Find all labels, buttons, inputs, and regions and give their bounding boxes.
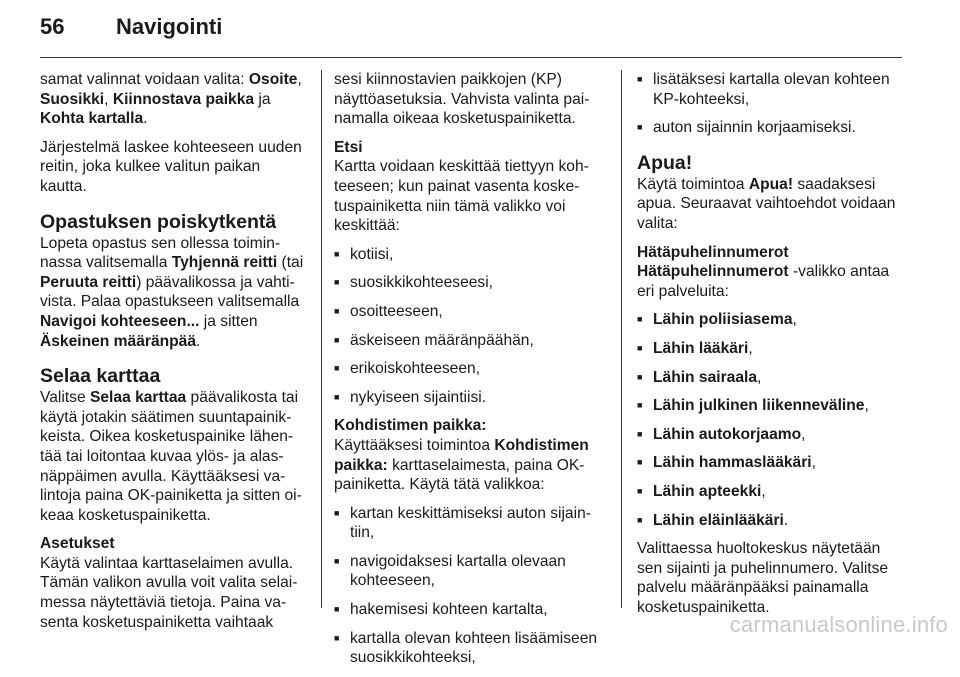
list-item: ■ hakemisesi kohteen kartalta,: [334, 600, 602, 620]
bullet-list: [637, 70, 909, 138]
section-heading: Opastuksen poiskytkentä: [40, 210, 277, 233]
list-item: ■ Lähin lääkäri,: [637, 339, 909, 359]
column-2: [334, 70, 602, 677]
paragraph: samat valinnat voidaan valita: Osoite, Suosikki, Kiinnostava paikka ja Kohta kartalla.: [40, 71, 302, 128]
list-item: ■ kotiisi,: [334, 245, 602, 265]
list-item: ■ äskeiseen määränpäähän,: [334, 331, 602, 351]
paragraph: Kartta voidaan keskittää tiettyyn kohteeseen; kun painat vasenta kosketuspainiketta niin tämä valikko voi keskittää:: [334, 158, 589, 235]
list-item: ■ kartan keskittämiseksi auton sijaintiin,: [334, 504, 602, 543]
subsection-heading: Asetukset: [40, 535, 115, 553]
paragraph: Valittaessa huoltokeskus näytetään sen sijainti ja puhelinnumero. Valitse palvelu määränpääksi painamalla kosketuspainiketta.: [637, 540, 889, 616]
page-number: 56: [40, 14, 65, 39]
bullet-list: [637, 310, 909, 530]
column-1: [40, 70, 308, 641]
list-item: ■ kartalla olevan kohteen lisäämiseen suosikkikohteeksi,: [334, 629, 602, 668]
watermark: carmanualsonline.info: [729, 612, 948, 637]
paragraph: sesi kiinnostavien paikkojen (KP) näyttöasetuksia. Vahvista valinta painamalla oikeaa kosketuspainiketta.: [334, 71, 590, 128]
page-header: [40, 14, 222, 54]
section-heading: Apua!: [637, 151, 693, 174]
paragraph: Hätäpuhelinnumerot -valikko antaa eri palveluita:: [637, 263, 890, 300]
subsection-heading: Etsi: [334, 138, 363, 156]
section-heading: Selaa karttaa: [40, 365, 161, 388]
chapter-title: Navigointi: [116, 14, 223, 39]
paragraph: Lopeta opastus sen ollessa toiminnassa valitsemalla Tyhjennä reitti (tai Peruuta reitti) päävalikossa ja vahtivista. Palaa opastukseen valitsemalla Navigoi kohteeseen... ja sitten Äskeinen määränpää.: [40, 234, 304, 350]
column-divider: [321, 70, 322, 608]
column-3: [637, 70, 909, 626]
list-item: ■ nykyiseen sijaintiisi.: [334, 388, 602, 408]
list-item: ■ Lähin poliisiasema,: [637, 310, 909, 330]
header-rule: [40, 57, 902, 58]
paragraph: Käyttääksesi toimintoa Kohdistimen paikka: karttaselaimesta, paina OK-painiketta. Käytä tätä valikkoa:: [334, 436, 589, 494]
list-item: ■ Lähin autokorjaamo,: [637, 425, 909, 445]
bullet-list: [334, 245, 602, 408]
list-item: ■ osoitteeseen,: [334, 302, 602, 322]
list-item: ■ Lähin julkinen liikenneväline,: [637, 396, 909, 416]
paragraph: Käytä toimintoa Apua! saadaksesi apua. Seuraavat vaihtoehdot voidaan valita:: [637, 175, 896, 232]
list-item: ■ Lähin apteekki,: [637, 482, 909, 502]
subsection-heading: Hätäpuhelinnumerot: [637, 243, 789, 261]
bullet-list: [334, 504, 602, 668]
list-item: ■ erikoiskohteeseen,: [334, 359, 602, 379]
list-item: ■ lisätäksesi kartalla olevan kohteen KP-kohteeksi,: [637, 70, 909, 109]
list-item: ■ Lähin eläinlääkäri.: [637, 511, 909, 531]
list-item: ■ Lähin hammaslääkäri,: [637, 453, 909, 473]
paragraph: Käytä valintaa karttaselaimen avulla. Tämän valikon avulla voit valita selaimessa näytettäviä tietoja. Paina vasenta kosketuspainiketta vaihtaak: [40, 554, 298, 631]
subsection-heading: Kohdistimen paikka:: [334, 417, 487, 435]
list-item: ■ navigoidaksesi kartalla olevaan kohteeseen,: [334, 552, 602, 591]
list-item: ■ suosikkikohteeseesi,: [334, 273, 602, 293]
list-item: ■ auton sijainnin korjaamiseksi.: [637, 118, 909, 138]
paragraph: Järjestelmä laskee kohteeseen uuden reitin, joka kulkee valitun paikan kautta.: [40, 138, 302, 195]
list-item: ■ Lähin sairaala,: [637, 368, 909, 388]
column-divider: [621, 70, 622, 608]
paragraph: Valitse Selaa karttaa päävalikosta tai käytä jotakin säätimen suuntapainikkeista. Oikea kosketuspainike lähentää tai loitontaa kuvaa ylös- ja alasnäppäimen avulla. Käyttääksesi valintoja paina OK-painiketta ja sitten oikeaa kosketuspainiketta.: [40, 389, 302, 524]
